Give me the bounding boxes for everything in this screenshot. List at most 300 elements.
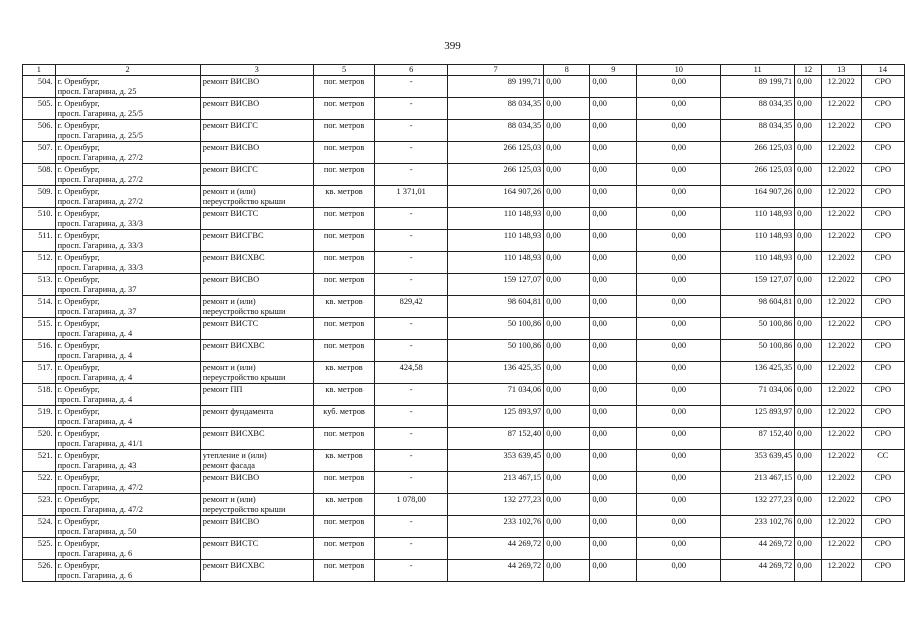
total-cost: 88 034,35 [448,98,544,120]
row-number: 511. [23,230,56,252]
unit-of-measure: пог. метров [313,76,374,98]
table-row [23,164,905,186]
column-header-4: 5 [313,65,374,76]
completion-date: 12.2022 [821,252,861,274]
column-header-9: 10 [637,65,721,76]
row-number: 505. [23,98,56,120]
total-cost: 353 639,45 [448,450,544,472]
address-line-1: г. Оренбург, [57,99,100,108]
work-type-line-1: ремонт ВИСВО [202,77,260,86]
work-type [200,494,313,516]
table-body [23,76,905,582]
quantity: - [375,450,448,472]
address-line-2: просп. Гагарина, д. 4 [57,351,133,360]
work-type-line-1: ремонт ПП [202,385,243,394]
quantity: - [375,164,448,186]
table-row [23,142,905,164]
unit-of-measure: пог. метров [313,274,374,296]
address [55,120,200,142]
unit-of-measure: пог. метров [313,98,374,120]
table-row [23,76,905,98]
address [55,494,200,516]
address-line-1: г. Оренбург, [57,319,100,328]
table-row [23,538,905,560]
address [55,98,200,120]
cost-col-12: 0,00 [795,428,822,450]
cost-col-10: 0,00 [637,516,721,538]
cost-col-11: 44 269,72 [721,560,795,582]
work-type-line-1: ремонт ВИСВО [202,473,260,482]
work-type-line-2: переустройство крыши [202,505,286,514]
table-row [23,362,905,384]
cost-col-10: 0,00 [637,230,721,252]
completion-date: 12.2022 [821,142,861,164]
cost-col-12: 0,00 [795,516,822,538]
funding-method: СРО [861,494,904,516]
work-type [200,428,313,450]
cost-col-10: 0,00 [637,186,721,208]
table-row [23,274,905,296]
cost-col-11: 71 034,06 [721,384,795,406]
table-row [23,450,905,472]
address [55,428,200,450]
address-line-2: просп. Гагарина, д. 4 [57,417,133,426]
work-type [200,142,313,164]
address-line-2: просп. Гагарина, д. 25 [57,87,137,96]
address-line-2: просп. Гагарина, д. 27/2 [57,197,143,206]
work-type [200,98,313,120]
address-line-1: г. Оренбург, [57,143,100,152]
cost-col-9: 0,00 [590,142,637,164]
column-header-2: 2 [55,65,200,76]
total-cost: 98 604,81 [448,296,544,318]
cost-col-11: 266 125,03 [721,164,795,186]
unit-of-measure: кв. метров [313,296,374,318]
work-type [200,538,313,560]
row-number: 513. [23,274,56,296]
funding-method: СРО [861,560,904,582]
unit-of-measure: кв. метров [313,494,374,516]
cost-col-10: 0,00 [637,120,721,142]
completion-date: 12.2022 [821,120,861,142]
cost-col-11: 213 467,15 [721,472,795,494]
address-line-2: просп. Гагарина, д. 33/3 [57,219,143,228]
cost-col-10: 0,00 [637,560,721,582]
unit-of-measure: пог. метров [313,516,374,538]
work-type-line-1: ремонт ВИСГВС [202,231,264,240]
cost-col-12: 0,00 [795,318,822,340]
table-row [23,516,905,538]
row-number: 507. [23,142,56,164]
cost-col-9: 0,00 [590,186,637,208]
work-type [200,362,313,384]
address-line-2: просп. Гагарина, д. 6 [57,571,133,580]
work-type-line-1: ремонт и (или) [202,495,256,504]
address-line-2: просп. Гагарина, д. 47/2 [57,483,143,492]
row-number: 526. [23,560,56,582]
row-number: 510. [23,208,56,230]
funding-method: СРО [861,230,904,252]
quantity: 829,42 [375,296,448,318]
cost-col-11: 233 102,76 [721,516,795,538]
work-type [200,472,313,494]
work-type [200,120,313,142]
funding-method: СРО [861,406,904,428]
address-line-1: г. Оренбург, [57,275,100,284]
cost-col-9: 0,00 [590,274,637,296]
work-type-line-1: ремонт ВИСХВС [202,341,265,350]
column-header-3: 3 [200,65,313,76]
address-line-2: просп. Гагарина, д. 4 [57,395,133,404]
cost-col-12: 0,00 [795,340,822,362]
quantity: 424,58 [375,362,448,384]
work-type-line-1: ремонт ВИСВО [202,517,260,526]
work-type-line-1: ремонт ВИСВО [202,99,260,108]
cost-col-9: 0,00 [590,230,637,252]
address-line-1: г. Оренбург, [57,385,100,394]
cost-col-11: 87 152,40 [721,428,795,450]
address [55,560,200,582]
funding-method: СС [861,450,904,472]
cost-col-8: 0,00 [544,296,590,318]
work-type [200,230,313,252]
cost-col-12: 0,00 [795,252,822,274]
address-line-1: г. Оренбург, [57,429,100,438]
row-number: 508. [23,164,56,186]
address [55,516,200,538]
quantity: - [375,318,448,340]
funding-method: СРО [861,76,904,98]
cost-col-10: 0,00 [637,362,721,384]
cost-col-11: 89 199,71 [721,76,795,98]
work-type [200,296,313,318]
funding-method: СРО [861,538,904,560]
work-type-line-1: ремонт ВИСГС [202,165,258,174]
quantity: - [375,142,448,164]
completion-date: 12.2022 [821,274,861,296]
table-row [23,252,905,274]
unit-of-measure: пог. метров [313,318,374,340]
unit-of-measure: кв. метров [313,450,374,472]
work-type [200,164,313,186]
address-line-2: просп. Гагарина, д. 37 [57,285,137,294]
table-row [23,318,905,340]
completion-date: 12.2022 [821,560,861,582]
work-type-line-1: ремонт ВИСВО [202,143,260,152]
unit-of-measure: куб. метров [313,406,374,428]
total-cost: 164 907,26 [448,186,544,208]
completion-date: 12.2022 [821,538,861,560]
cost-col-10: 0,00 [637,340,721,362]
address [55,230,200,252]
row-number: 524. [23,516,56,538]
funding-method: СРО [861,296,904,318]
unit-of-measure: пог. метров [313,208,374,230]
address-line-1: г. Оренбург, [57,253,100,262]
cost-col-9: 0,00 [590,340,637,362]
unit-of-measure: пог. метров [313,164,374,186]
work-type [200,208,313,230]
table-row [23,560,905,582]
work-type-line-1: утепление и (или) [202,451,267,460]
address-line-2: просп. Гагарина, д. 25/5 [57,131,143,140]
work-type [200,406,313,428]
page-number: 399 [444,40,461,52]
total-cost: 110 148,93 [448,230,544,252]
funding-method: СРО [861,318,904,340]
cost-col-10: 0,00 [637,450,721,472]
cost-col-11: 125 893,97 [721,406,795,428]
cost-col-10: 0,00 [637,208,721,230]
cost-col-8: 0,00 [544,98,590,120]
cost-col-11: 88 034,35 [721,120,795,142]
work-type-line-1: ремонт ВИСГС [202,121,258,130]
cost-col-10: 0,00 [637,252,721,274]
address [55,76,200,98]
cost-col-8: 0,00 [544,208,590,230]
quantity: - [375,472,448,494]
address-line-1: г. Оренбург, [57,231,100,240]
work-type [200,318,313,340]
table-row [23,208,905,230]
unit-of-measure: пог. метров [313,560,374,582]
funding-method: СРО [861,472,904,494]
address [55,208,200,230]
address [55,274,200,296]
cost-col-8: 0,00 [544,384,590,406]
address-line-2: просп. Гагарина, д. 4 [57,329,133,338]
cost-col-11: 110 148,93 [721,230,795,252]
completion-date: 12.2022 [821,76,861,98]
cost-col-11: 50 100,86 [721,318,795,340]
column-header-1: 1 [23,65,56,76]
table-row [23,186,905,208]
cost-col-12: 0,00 [795,450,822,472]
total-cost: 132 277,23 [448,494,544,516]
cost-col-10: 0,00 [637,142,721,164]
completion-date: 12.2022 [821,296,861,318]
completion-date: 12.2022 [821,318,861,340]
address-line-2: просп. Гагарина, д. 47/2 [57,505,143,514]
work-type-line-1: ремонт ВИСХВС [202,561,265,570]
cost-col-9: 0,00 [590,120,637,142]
cost-col-12: 0,00 [795,538,822,560]
address [55,384,200,406]
column-header-10: 11 [721,65,795,76]
total-cost: 266 125,03 [448,142,544,164]
completion-date: 12.2022 [821,472,861,494]
address-line-2: просп. Гагарина, д. 33/3 [57,241,143,250]
row-number: 504. [23,76,56,98]
quantity: - [375,406,448,428]
work-type-line-2: переустройство крыши [202,373,286,382]
funding-method: СРО [861,384,904,406]
cost-col-9: 0,00 [590,472,637,494]
total-cost: 71 034,06 [448,384,544,406]
quantity: - [375,340,448,362]
cost-col-9: 0,00 [590,208,637,230]
quantity: 1 078,00 [375,494,448,516]
address [55,340,200,362]
funding-method: СРО [861,252,904,274]
row-number: 522. [23,472,56,494]
cost-col-9: 0,00 [590,560,637,582]
cost-col-10: 0,00 [637,472,721,494]
quantity: - [375,208,448,230]
completion-date: 12.2022 [821,516,861,538]
cost-col-12: 0,00 [795,296,822,318]
cost-col-10: 0,00 [637,428,721,450]
column-header-5: 6 [375,65,448,76]
work-type-line-1: ремонт ВИСТС [202,319,259,328]
cost-col-10: 0,00 [637,296,721,318]
quantity: - [375,516,448,538]
total-cost: 125 893,97 [448,406,544,428]
cost-col-10: 0,00 [637,98,721,120]
cost-col-10: 0,00 [637,384,721,406]
cost-col-10: 0,00 [637,538,721,560]
cost-col-9: 0,00 [590,428,637,450]
work-type-line-2: переустройство крыши [202,197,286,206]
unit-of-measure: пог. метров [313,120,374,142]
table-row [23,494,905,516]
column-header-8: 9 [590,65,637,76]
column-header-12: 13 [821,65,861,76]
work-type-line-2: переустройство крыши [202,307,286,316]
address-line-2: просп. Гагарина, д. 25/5 [57,109,143,118]
total-cost: 233 102,76 [448,516,544,538]
total-cost: 136 425,35 [448,362,544,384]
completion-date: 12.2022 [821,164,861,186]
work-type-line-1: ремонт и (или) [202,363,256,372]
cost-col-11: 88 034,35 [721,98,795,120]
row-number: 517. [23,362,56,384]
work-type [200,340,313,362]
cost-col-8: 0,00 [544,274,590,296]
table-row [23,120,905,142]
completion-date: 12.2022 [821,230,861,252]
column-number-header-row [23,65,905,76]
cost-col-11: 132 277,23 [721,494,795,516]
cost-col-8: 0,00 [544,120,590,142]
address-line-1: г. Оренбург, [57,561,100,570]
column-header-6: 7 [448,65,544,76]
address [55,164,200,186]
row-number: 523. [23,494,56,516]
work-type [200,252,313,274]
address-line-1: г. Оренбург, [57,407,100,416]
work-type-line-1: ремонт и (или) [202,297,256,306]
quantity: - [375,76,448,98]
funding-method: СРО [861,274,904,296]
work-type-line-1: ремонт ВИСВО [202,275,260,284]
address-line-2: просп. Гагарина, д. 27/2 [57,175,143,184]
cost-col-8: 0,00 [544,560,590,582]
address-line-1: г. Оренбург, [57,473,100,482]
address-line-1: г. Оренбург, [57,495,100,504]
work-type-line-2: ремонт фасада [202,461,255,470]
funding-method: СРО [861,120,904,142]
quantity: - [375,428,448,450]
cost-col-12: 0,00 [795,186,822,208]
work-type-line-1: ремонт и (или) [202,187,256,196]
work-type [200,186,313,208]
address-line-2: просп. Гагарина, д. 37 [57,307,137,316]
row-number: 521. [23,450,56,472]
cost-col-9: 0,00 [590,516,637,538]
row-number: 509. [23,186,56,208]
cost-col-8: 0,00 [544,230,590,252]
table-row [23,428,905,450]
quantity: - [375,252,448,274]
address [55,296,200,318]
address [55,362,200,384]
cost-col-8: 0,00 [544,340,590,362]
cost-col-9: 0,00 [590,318,637,340]
funding-method: СРО [861,208,904,230]
address-line-2: просп. Гагарина, д. 27/2 [57,153,143,162]
column-header-11: 12 [795,65,822,76]
total-cost: 44 269,72 [448,538,544,560]
cost-col-8: 0,00 [544,516,590,538]
cost-col-11: 159 127,07 [721,274,795,296]
cost-col-8: 0,00 [544,450,590,472]
work-type [200,384,313,406]
cost-col-12: 0,00 [795,164,822,186]
address-line-1: г. Оренбург, [57,165,100,174]
work-type [200,274,313,296]
cost-col-12: 0,00 [795,384,822,406]
total-cost: 88 034,35 [448,120,544,142]
table-row [23,472,905,494]
address [55,142,200,164]
address-line-1: г. Оренбург, [57,297,100,306]
cost-col-9: 0,00 [590,406,637,428]
total-cost: 266 125,03 [448,164,544,186]
table-row [23,296,905,318]
address-line-1: г. Оренбург, [57,187,100,196]
cost-col-11: 50 100,86 [721,340,795,362]
cost-col-8: 0,00 [544,318,590,340]
cost-col-11: 98 604,81 [721,296,795,318]
funding-method: СРО [861,142,904,164]
cost-col-9: 0,00 [590,98,637,120]
work-type-line-1: ремонт ВИСХВС [202,253,265,262]
cost-col-12: 0,00 [795,472,822,494]
address-line-1: г. Оренбург, [57,363,100,372]
cost-col-11: 164 907,26 [721,186,795,208]
column-header-7: 8 [544,65,590,76]
quantity: - [375,120,448,142]
cost-col-11: 266 125,03 [721,142,795,164]
table-row [23,340,905,362]
address-line-1: г. Оренбург, [57,451,100,460]
work-type [200,560,313,582]
cost-col-10: 0,00 [637,494,721,516]
completion-date: 12.2022 [821,450,861,472]
address [55,472,200,494]
cost-col-12: 0,00 [795,142,822,164]
work-type-line-1: ремонт ВИСТС [202,539,259,548]
work-type-line-1: ремонт ВИСТС [202,209,259,218]
completion-date: 12.2022 [821,384,861,406]
cost-col-12: 0,00 [795,208,822,230]
cost-col-8: 0,00 [544,164,590,186]
completion-date: 12.2022 [821,340,861,362]
quantity: - [375,98,448,120]
row-number: 506. [23,120,56,142]
cost-col-9: 0,00 [590,384,637,406]
